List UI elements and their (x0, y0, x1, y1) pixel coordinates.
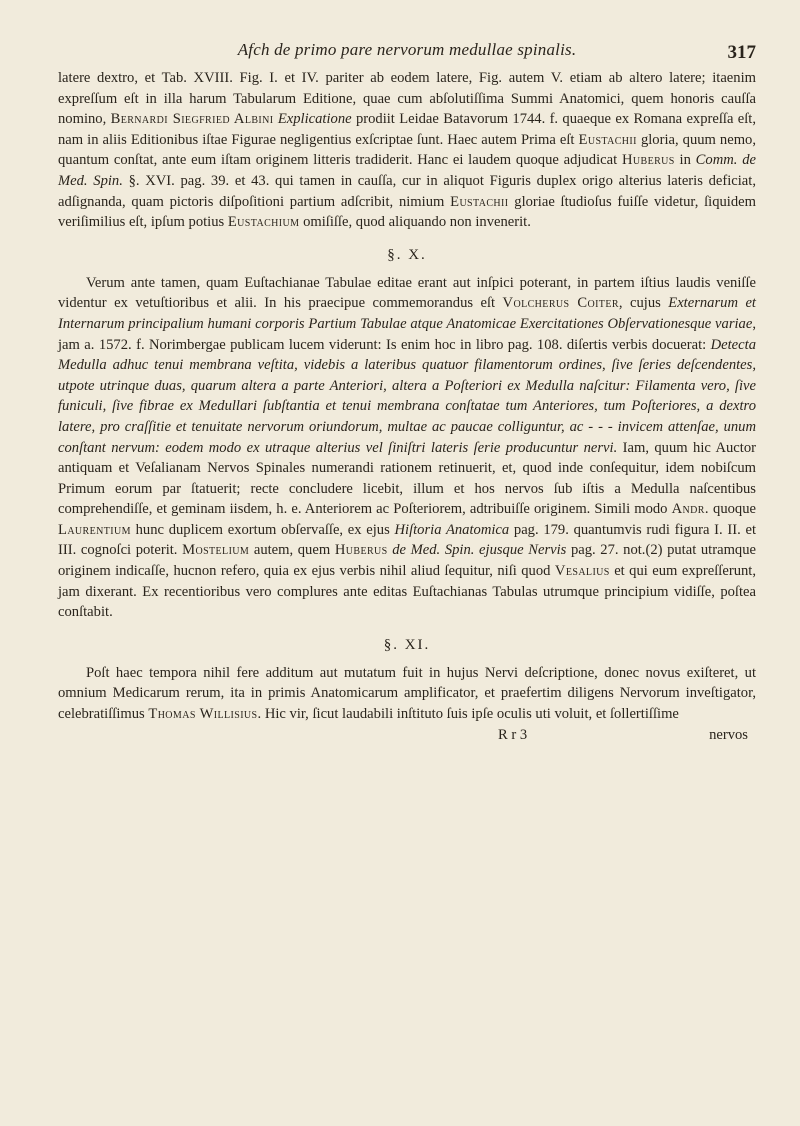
section-heading: §. XI. (383, 636, 431, 653)
text-run: . Hic vir, ſicut laudabili inſtituto ſuis ipſe oculis uti voluit, et ſollertiſſime (257, 706, 679, 723)
text-run: Poſt haec tempora nihil fere additum aut mutatum fuit in hujus Nervi deſcriptione, donec novus exiſteret, ut omnium Medicarum rerum, ita in primis Anatomicarum amplificator, et praefertim diligens Nervorum inveſtigator, celebratiſſimus (58, 664, 756, 723)
text-run: quoque (708, 501, 756, 518)
running-head (58, 32, 756, 68)
text-run: §. XVI. pag. 39. et 43. qui tamen in cauſſa, cur in aliquot Figuris duplex origo alterius lateris deficiat, adſignanda, quam pictoris diſpoſitioni partium adſcribit, nimium (58, 172, 756, 210)
page-footer (58, 725, 756, 746)
text-run: et qui eum expreſſerunt, jam dixerant. Ex recentioribus vero complures ante editas Euſtachianas Tabulas utrumque principium vidiſſe, poſtea conſtabit. (58, 563, 756, 621)
page-number: 317 (727, 42, 756, 63)
text-run: gloriae ſtudioſus fuiſſe videtur, ſiquidem veriſimilius eſt, ipſum potius (58, 193, 756, 231)
author-name: Mostelium (182, 542, 250, 559)
text-run: autem, quem (249, 542, 335, 559)
author-name: Eustachii (450, 193, 509, 210)
text-run: pag. 179. quantumvis rudi figura I. II. et III. cognoſci poterit. (58, 521, 757, 559)
text-run: hunc duplicem exortum obſervaſſe, ex ejus (130, 521, 395, 538)
text-run: , cujus (618, 295, 669, 312)
author-name: Huberus (621, 152, 675, 169)
text-run: prodiit Leidae Batavorum 1744. f. quaeque ex Romana expreſſa eſt, nam in aliis Editionibus iſtae Figurae negligentius exſcriptae ſunt. Haec autem Prima eſt (58, 111, 757, 148)
author-name: Andr. (671, 501, 709, 518)
text-run: pag. 27. not.(2) putat utramque originem indicaſſe, hucnon refero, quia ex ejus verbis nihil aliud ſequitur, niſi quod (58, 542, 756, 580)
text-run: latere dextro, et Tab. XVIII. Fig. I. et IV. pariter ab eodem latere, Fig. autem V. etiam ab altero latere; itaenim expreſſum eſt in illa harum Tabularum Editione, quae cum abſolutiſſima Summi Anatomici, quem honoris cauſſa nomino, (58, 70, 756, 128)
section-heading: §. X. (387, 246, 427, 263)
catchword: nervos (709, 726, 748, 743)
author-name: Thomas Willisius (148, 706, 258, 723)
text-run: in (674, 152, 696, 169)
text-run: Verum ante tamen, quam Euſtachianae Tabulae editae erant aut inſpici poterant, in partem iſtius laudis veniſſe videntur ex vetuſtioribus et alii. In his praecipue commemorandus eſt (58, 274, 756, 312)
author-name: Laurentium (58, 521, 131, 538)
work-title: de Med. Spin. ejusque Nervis (392, 542, 567, 559)
paragraph-1 (58, 68, 756, 233)
text-run: Iam, quum hic Auctor antiquam et Veſalianam Nervos Spinales numerandi rationem retinuerit, et, quod inde conſequitur, idem nobiſcum Primum eorum par ſtatuerit; recte concludere licebit, illum et hos nervos ſub iſtis a Medulla naſcentibus comprehendiſſe, et geminam iisdem, h. e. Anteriorem ac Poſteriorem, adtribuiſſe originem. Simili modo (58, 439, 756, 518)
paragraph-3 (58, 663, 756, 725)
paragraph-2 (58, 273, 756, 623)
author-name: Volcherus Coiter (502, 295, 619, 312)
author-name: Bernardi Siegfried Albini (110, 111, 274, 128)
work-title: Comm. de Med. Spin. (58, 152, 756, 189)
work-title: Explicatione (277, 111, 352, 128)
text-run: gloria, quum nemo, quantum conſtat, ante eum iſtam originem litteris tradiderit. Hanc ei laudem quoque adjudicat (58, 131, 757, 169)
work-title: Externarum et Internarum principalium humani corporis Partium Tabulae atque Anatomicae Exercitationes Obſervationesque variae (58, 295, 756, 332)
work-title: Hiſtoria Anatomica (394, 521, 510, 538)
author-name: Eustachii (578, 131, 637, 148)
text-run: omiſiſſe, quod aliquando non invenerit. (299, 214, 531, 231)
quotation: Detecta Medulla adhuc tenui membrana veſtita, videbis a lateribus quatuor filamentorum ordines, ſive ſeries deſcendentes, utpote utrinque duas, quarum altera a parte Anteriori, altera a Poſteriori ex Medulla naſcitur: Filamenta vero, ſive funiculi, ſive fibrae ex Medullari ſubſtantia et tenui membrana conſtatae tum Anteriores, tum Poſteriores, a dextro latere, pro craſſitie et tenuitate nervorum oriundorum, multae ac paucae colliguntur, ac - - - invicem attenſae, unum conſtant nervum: eodem modo ex utraque alterius vel ſiniſtri lateris ſerie producuntur nervi. (58, 336, 756, 456)
author-name: Huberus (334, 542, 388, 559)
signature-mark: R r 3 (498, 726, 528, 743)
text-run: , jam a. 1572. f. Norimbergae publicam lucem viderunt: Is enim hoc in libro pag. 108. diſertis verbis docuerat: (58, 315, 756, 353)
running-title: Afch de primo pare nervorum medullae spinalis. (237, 40, 577, 59)
author-name: Vesalius (554, 563, 610, 580)
author-name: Eustachium (227, 214, 300, 231)
